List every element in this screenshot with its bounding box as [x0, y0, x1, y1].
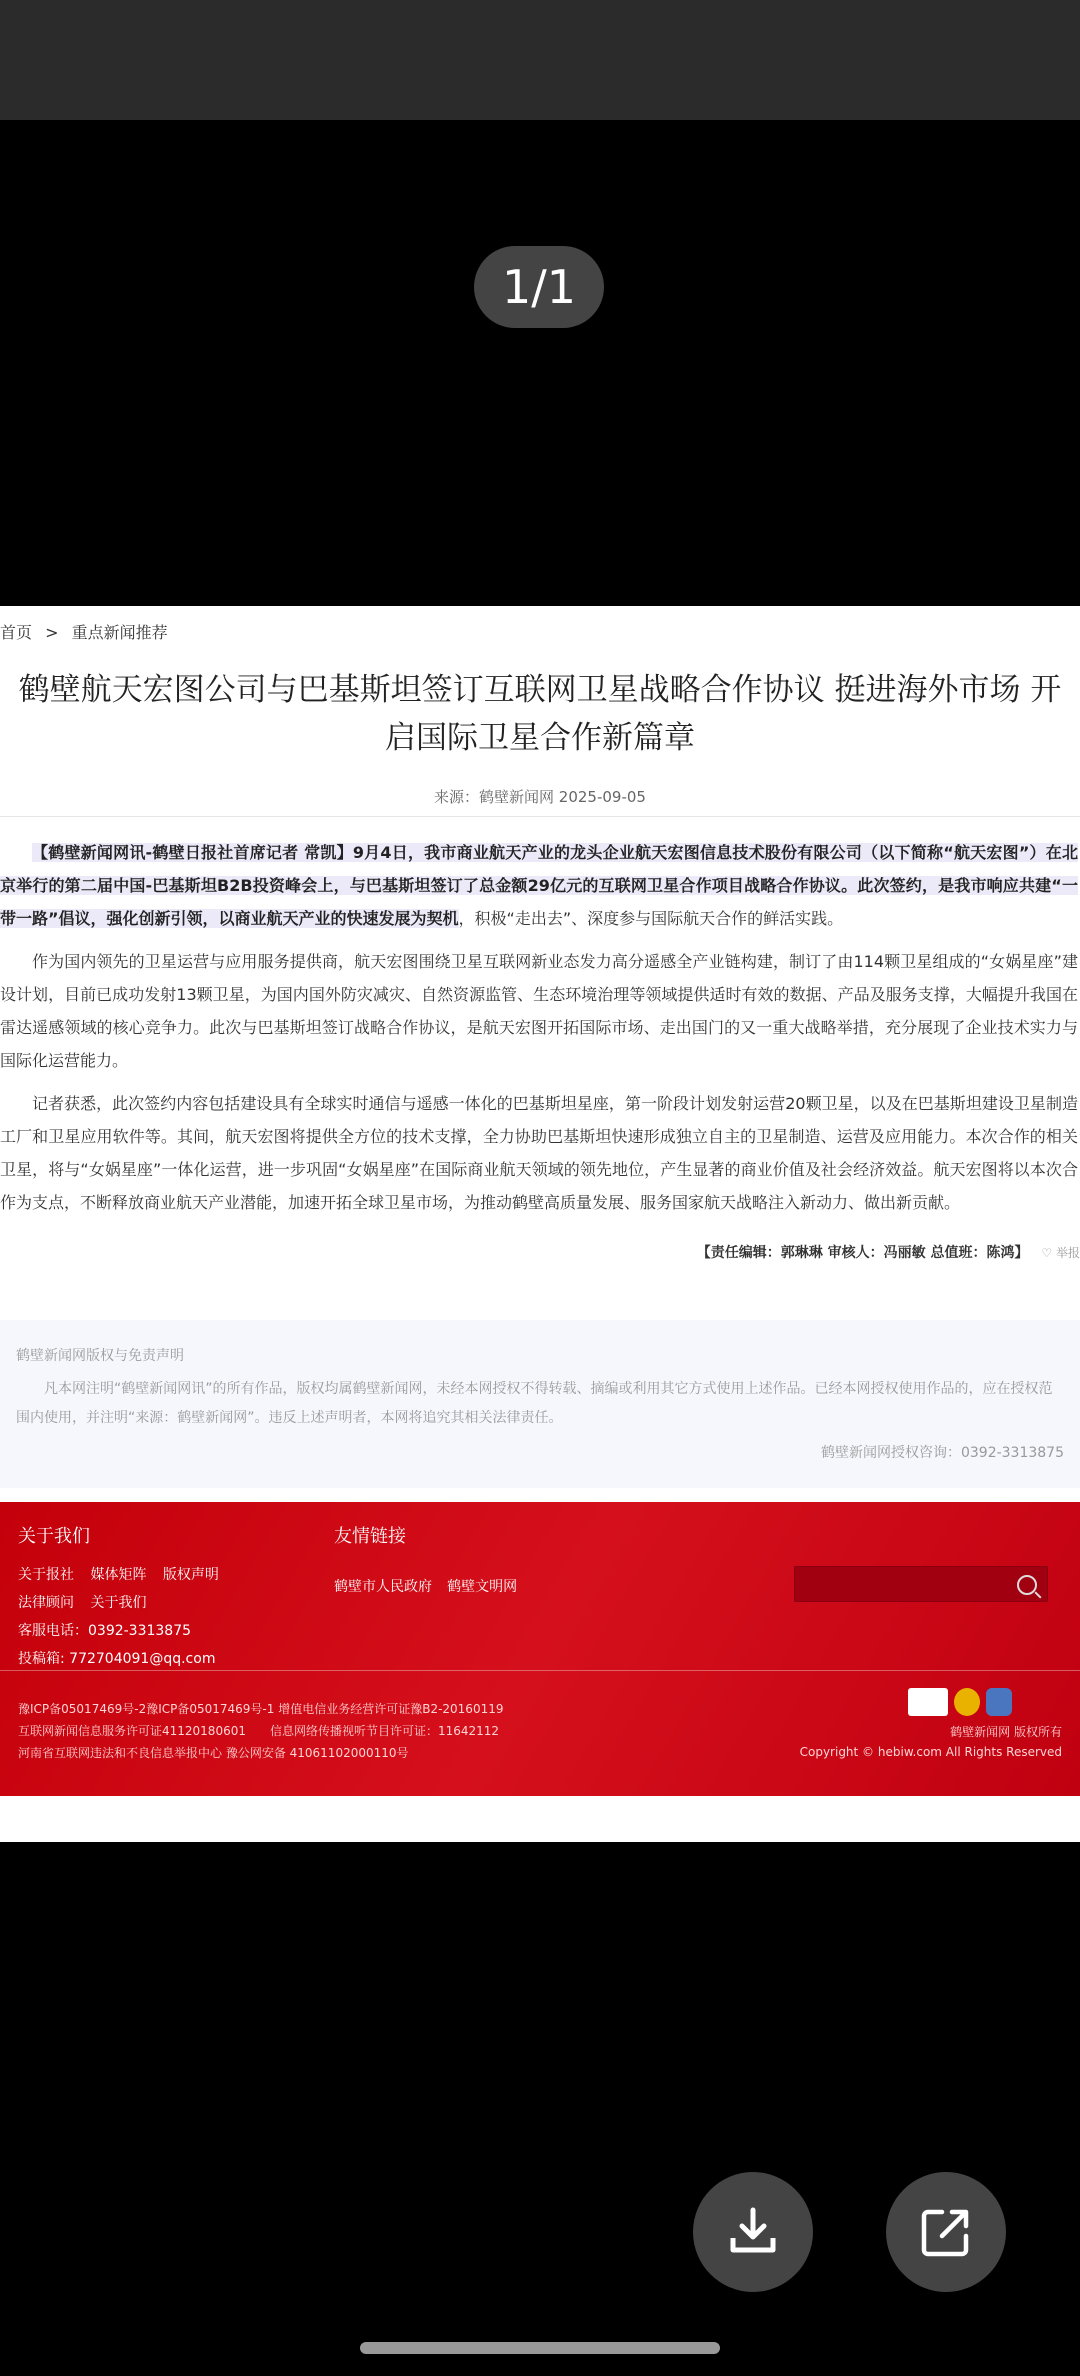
search-icon[interactable] [1017, 1575, 1037, 1595]
icp-av-license: 信息网络传播视听节目许可证：11642112 [269, 1724, 500, 1738]
copyright-contact: 鹤壁新闻网授权咨询：0392-3313875 [820, 1445, 1064, 1461]
editor-text: 【责任编辑：郭琳琳 审核人：冯丽敏 总值班：陈鸿】 [696, 1245, 1029, 1261]
article-body [0, 836, 1080, 1229]
footer-rights [800, 1688, 1062, 1762]
icp-line-3: 河南省互联网违法和不良信息举报中心 豫公网安备 41061102000110号 [18, 1746, 409, 1760]
footer-about [18, 1522, 231, 1676]
footer-about-links [18, 1564, 231, 1584]
paragraph-3: 记者获悉，此次签约内容包括建设具有全球实时通信与遥感一体化的巴基斯坦星座，第一阶段计划发射运营20颗卫星，以及在巴基斯坦建设卫星制造工厂和卫星应用软件等。其间，航天宏图将提供全方位的技术支撑，全力协助巴基斯坦快速形成独立自主的卫星制造、运营及应用能力。本次合作的相关卫星，将与“女娲星座”一体化运营，进一步巩固“女娲星座”在国际商业航天领域的领先地位，产生显著的商业价值及社会经济效益。航天宏图将以本次合作为支点，不断释放商业航天产业潜能，加速开拓全球卫星市场，为推动鹤壁高质量发展、服务国家航天战略注入新动力、做出新贡献。 [0, 1094, 1078, 1212]
breadcrumb [0, 620, 176, 643]
police-badge-icon[interactable] [954, 1688, 980, 1716]
footer-about-title: 关于我们 [18, 1526, 90, 1547]
status-bar [0, 0, 1080, 120]
footer-link-about-press[interactable]: 关于报社 [18, 1567, 74, 1583]
footer-search-input[interactable] [794, 1566, 1048, 1602]
paragraph-1-rest: ，积极“走出去”、深度参与国际航天合作的鲜活实践。 [458, 909, 844, 928]
footer-copyright: Copyright © hebiw.com All Rights Reserved [799, 1745, 1062, 1759]
footer-link-government[interactable]: 鹤壁市人民政府 [334, 1579, 432, 1595]
article-page[interactable] [0, 606, 1080, 1842]
footer-link-media-matrix[interactable]: 媒体矩阵 [90, 1567, 147, 1583]
share-button[interactable] [886, 2172, 1006, 2292]
footer-licenses [18, 1698, 523, 1764]
footer-badges [800, 1688, 1012, 1716]
report-link[interactable]: ♡ 举报 [1041, 1246, 1080, 1260]
site-footer [0, 1502, 1080, 1796]
breadcrumb-home[interactable]: 首页 [0, 623, 33, 642]
icp-line-1: 豫ICP备05017469号-2豫ICP备05017469号-1 增值电信业务经营许可证豫B2-20160119 [18, 1702, 504, 1716]
breadcrumb-section[interactable]: 重点新闻推荐 [71, 623, 168, 642]
footer-links-title: 友情链接 [334, 1526, 406, 1547]
share-icon [920, 2206, 972, 2258]
paragraph-1-highlight: 【鹤壁新闻网讯-鹤壁日报社首席记者 常凯】9月4日，我市商业航天产业的龙头企业航天宏图信息技术股份有限公司（以下简称“航天宏图”）在北京举行的第二届中国-巴基斯坦B2B投资峰会上，与巴基斯坦签订了总金额29亿元的互联网卫星合作项目战略合作协议。此次签约，是我市响应共建“一带一路”倡议，强化创新引领，以商业航天产业的快速发展为契机 [0, 843, 1078, 928]
footer-friend-links [334, 1522, 527, 1596]
article-title: 鹤壁航天宏图公司与巴基斯坦签订互联网卫星战略合作协议 挺进海外市场 开启国际卫星合作新篇章 [18, 672, 1062, 756]
article-source: 来源：鹤壁新闻网 2025-09-05 [434, 788, 646, 806]
footer-email: 投稿箱: 772704091@qq.com [18, 1651, 216, 1667]
footer-divider [0, 1670, 1080, 1671]
viewer-bottom-area [0, 1842, 1080, 2376]
download-button[interactable] [693, 2172, 813, 2292]
footer-link-civilization[interactable]: 鹤壁文明网 [447, 1579, 518, 1595]
copyright-title: 鹤壁新闻网版权与免责声明 [16, 1348, 184, 1364]
editor-info [697, 1242, 1080, 1262]
download-icon [729, 2206, 777, 2256]
paragraph-2: 作为国内领先的卫星运营与应用服务提供商，航天宏图围绕卫星互联网新业态发力高分遥感全产业链构建，制订了由114颗卫星组成的“女娲星座”建设计划，目前已成功发射13颗卫星，为国内国外防灾减灾、自然资源监管、生态环境治理等领域提供适时有效的数据、产品及服务支撑，大幅提升我国在雷达遥感领域的核心竞争力。此次与巴基斯坦签订战略合作协议，是航天宏图开拓国际市场、走出国门的又一重大战略举措，充分展现了企业技术实力与国际化运营能力。 [0, 952, 1078, 1070]
footer-phone: 客服电话：0392-3313875 [18, 1623, 192, 1639]
net-security-badge-icon[interactable] [986, 1688, 1012, 1716]
report-label[interactable]: 举报 [1055, 1246, 1080, 1260]
icp-line-2 [18, 1720, 523, 1742]
page-counter: 1/1 [474, 246, 604, 328]
footer-about-links-2 [18, 1592, 231, 1612]
paragraph-1 [0, 836, 1080, 935]
report-center-badge-icon[interactable] [908, 1688, 948, 1716]
footer-link-legal[interactable]: 法律顾问 [18, 1595, 74, 1611]
copyright-body: 凡本网注明“鹤壁新闻网讯”的所有作品，版权均属鹤壁新闻网，未经本网授权不得转载、摘编或利用其它方式使用上述作品。已经本网授权使用作品的，应在授权范围内使用，并注明“来源：鹤壁新闻网”。违反上述声明者，本网将追究其相关法律责任。 [16, 1381, 1053, 1426]
footer-link-copyright[interactable]: 版权声明 [162, 1567, 219, 1583]
copyright-notice [0, 1320, 1080, 1488]
viewer-top-area [0, 120, 1080, 606]
home-indicator[interactable] [360, 2342, 720, 2354]
icp-news-license: 互联网新闻信息服务许可证41120180601 [18, 1724, 246, 1738]
footer-rights-text: 鹤壁新闻网 版权所有 [950, 1725, 1062, 1739]
divider [0, 816, 1080, 817]
breadcrumb-separator: > [45, 623, 59, 642]
footer-link-about-us[interactable]: 关于我们 [90, 1595, 147, 1611]
